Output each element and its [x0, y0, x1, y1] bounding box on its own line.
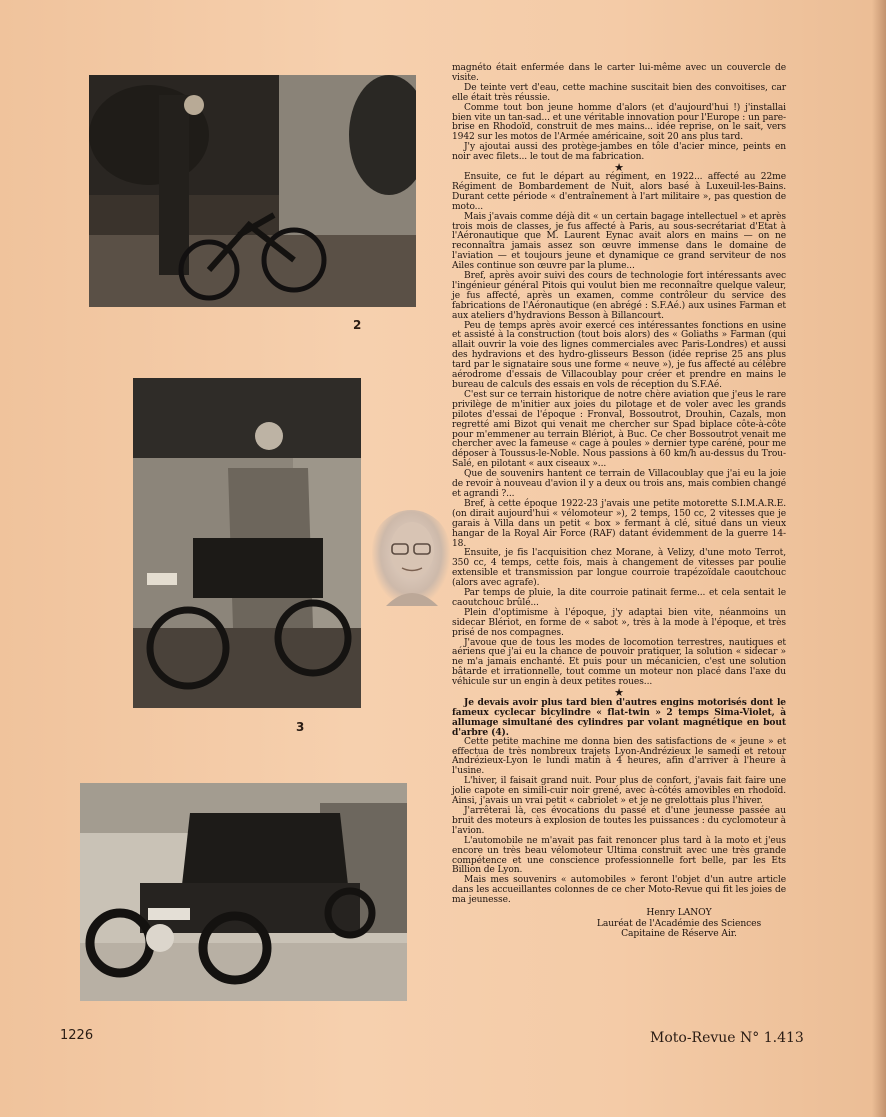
article-text-column	[452, 64, 786, 940]
article-paragraph: L'hiver, il faisait grand nuit. Pour plus de confort, j'avais fait faire une jolie capote en simili-cuir noir grené, avec à-côtés amovibles en rhodoïd. Ainsi, j'avais un vrai petit « cabriolet » et je ne grelottais plus l'hiver.	[452, 776, 786, 807]
photo-soldier-with-motorcycle	[133, 378, 361, 708]
article-paragraph: Par temps de pluie, la dite courroie patinait ferme... et cela sentait le caoutchouc brûlé...	[452, 588, 786, 608]
article-paragraph: J'arrêterai là, ces évocations du passé et d'une jeunesse passée au bruit des moteurs à explosion de toutes les puissances : du cyclomoteur à l'avion.	[452, 805, 786, 836]
article-paragraph: Cette petite machine me donna bien des satisfactions de « jeune » et effectua de très nombreux trajets Lyon-Andrézieux le samedi et retour Andrézieux-Lyon le lundi matin à 4 heures, afin d'arriver à l'heure à l'usine.	[452, 736, 786, 777]
article-paragraph: Peu de temps après avoir exercé ces intéressantes fonctions en usine et assisté à la construction (tout bois alors) des « Goliaths » Farman (qui allait ouvrir la voie des lignes commerciales avec Paris-Londres) et aussi des hydravions et des hydro-glisseurs Besson (idée reprise 25 ans plus tard par le signataire sous une forme « neuve »), je fus affecté au célèbre aérodrome d'essais de Villacoublay pour créer et prendre en mains le bureau de calculs des essais en vols de réception du S.F.Aé.	[452, 320, 786, 390]
section-separator-star: ★	[614, 686, 624, 700]
article-paragraph: Je devais avoir plus tard bien d'autres engins motorisés dont le fameux cyclecar bicylindre « flat-twin » 2 temps Sima-Violet, à allumage simultané des cylindres par volant magnétique en bout d'arbre (4).	[452, 697, 786, 738]
author-title-academy: Lauréat de l'Académie des Sciences	[596, 917, 762, 929]
magazine-issue: Moto-Revue N° 1.413	[650, 1030, 804, 1046]
photo-man-with-motorcycle	[89, 75, 416, 307]
article-paragraph: L'automobile ne m'avait pas fait renoncer plus tard à la moto et j'eus encore un très beau vélomoteur Ultima construit avec une très grande compétence et une conscience professionnelle fort belle, par les Ets Billion de Lyon.	[452, 835, 786, 876]
article-paragraph: J'avoue que de tous les modes de locomotion terrestres, nautiques et aériens que j'ai eu la chance de pouvoir pratiquer, la solution « sidecar » ne m'a jamais enchanté. Et puis pour un mécanicien, c'est une solution bâtarde et irrationnelle, tout comme un moteur non placé dans l'axe du véhicule sur un engin à deux petites roues...	[452, 637, 786, 688]
author-name: Henry LANOY	[646, 907, 712, 919]
article-paragraph: Ensuite, ce fut le départ au régiment, en 1922... affecté au 22me Régiment de Bombardement de Nuit, alors basé à Luxeuil-les-Bains. Durant cette période « d'entraînement à l'art militaire », pas question de moto...	[452, 171, 786, 212]
article-paragraph: Mais mes souvenirs « automobiles » feront l'objet d'un autre article dans les accueillantes colonnes de ce cher Moto-Revue qui fit les joies de ma jeunesse.	[452, 875, 786, 906]
article-paragraph: magnéto était enfermée dans le carter lui-même avec un couvercle de visite.	[452, 63, 786, 83]
article-paragraph: Bref, à cette époque 1922-23 j'avais une petite motorette S.I.M.A.R.E. (on dirait aujourd'hui « vélomoteur »), 2 temps, 150 cc, 2 vitesses que je garais à Villa dans un petit « box » fermant à clé, situé dans un vieux hangar de la Royal Air Force (RAF) datant évidemment de la guerre 14-18.	[452, 498, 786, 549]
author-signature-block	[452, 908, 786, 940]
author-portrait	[372, 510, 450, 606]
article-paragraph: C'est sur ce terrain historique de notre chère aviation que j'eus le rare privilège de m'initier aux joies du pilotage et de voler avec les grands pilotes d'essai de l'époque : Fronval, Bossoutrot, Drouhin, Cazals, mon regretté ami Bizot qui venait me chercher sur Spad biplace côte-à-côte pour m'emmener au terrain Blériot, à Buc. Ce cher Bossoutrot venait me chercher avec la fameuse « cage à poules » dernier type caréné, pour me déposer à Toussus-le-Noble. Nous passions à 60 km/h au-dessus du Trou-Salé, en pilotant « aux ciseaux »...	[452, 389, 786, 470]
photo-cyclecar	[80, 783, 407, 1001]
figure-number-3: 3	[296, 720, 305, 734]
article-paragraph: Ensuite, je fis l'acquisition chez Morane, à Velizy, d'une moto Terrot, 350 cc, 4 temps, cette fois, mais à changement de vitesses par poulie extensible et transmission par longue courroie trapézoïdale caoutchouc (alors avec agrafe).	[452, 548, 786, 589]
article-paragraph: Plein d'optimisme à l'époque, j'y adaptai bien vite, néanmoins un sidecar Blériot, en forme de « sabot », très à la mode à l'époque, et très prisé de nos compagnes.	[452, 607, 786, 638]
article-paragraph: Comme tout bon jeune homme d'alors (et d'aujourd'hui !) j'installai bien vite un tan-sad... et une véritable innovation pour l'Europe : un pare-brise en Rhodoïd, construit de mes mains... idée reprise, on le sait, vers 1942 sur les motos de l'Armée américaine, soit 20 ans plus tard.	[452, 102, 786, 143]
article-paragraph: J'y ajoutai aussi des protège-jambes en tôle d'acier mince, peints en noir avec filets... le tout de ma fabrication.	[452, 142, 786, 163]
page-number: 1226	[60, 1028, 94, 1043]
author-title-rank: Capitaine de Réserve Air.	[621, 928, 737, 940]
article-paragraph: Bref, après avoir suivi des cours de technologie fort intéressants avec l'ingénieur général Pitois qui voulut bien me reconnaître quelque valeur, je fus affecté, après un examen, comme contrôleur du service des fabrications de l'Aéronautique (en abrégé : S.F.Aé.) aux usines Farman et aux ateliers d'hydravions Besson à Billancourt.	[452, 271, 786, 321]
article-paragraph: De teinte vert d'eau, cette machine suscitait bien des convoitises, car elle était très réussie.	[452, 82, 786, 103]
article-paragraph: Que de souvenirs hantent ce terrain de Villacoublay que j'ai eu la joie de revoir à nouveau d'avion il y a deux ou trois ans, mais combien changé et agrandi ?...	[452, 469, 786, 499]
figure-number-2: 2	[353, 318, 362, 332]
section-separator-star: ★	[614, 161, 624, 175]
article-paragraph: Mais j'avais comme déjà dit « un certain bagage intellectuel » et après trois mois de classes, je fus affecté à Paris, au sous-secrétariat d'Etat à l'Aéronautique que M. Laurent Eynac avait alors en mains — on ne reconnaîtra jamais assez son œuvre immense dans le domaine de l'aviation — et toujours jeune et dynamique ce grand serviteur de nos Ailes continue son œuvre par la plume...	[452, 211, 786, 272]
page-fold-shadow	[872, 0, 886, 1117]
